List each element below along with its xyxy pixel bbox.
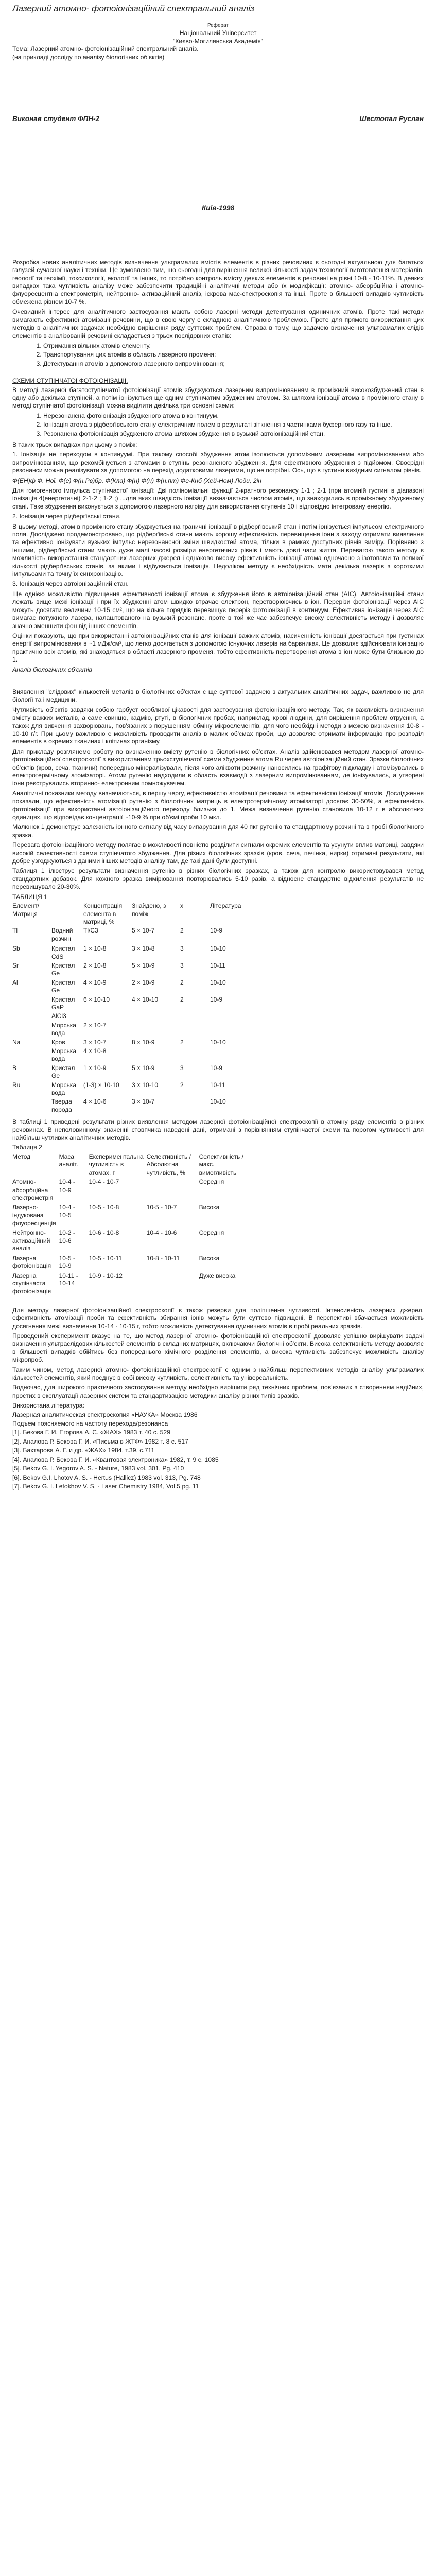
- stage-item: 1. Отримання вільних атомів елементу.: [43, 342, 424, 350]
- table-cell: 2: [180, 978, 184, 986]
- section-label: Аналіз біологічних об'єктів: [12, 666, 92, 673]
- table-cell: Кров: [51, 1038, 65, 1046]
- table-row: [12, 1039, 265, 1047]
- table-cell: [12, 1022, 51, 1039]
- table-cell: Висока: [199, 1204, 220, 1211]
- table-cell: Al: [12, 978, 18, 986]
- table-row: [12, 1047, 265, 1064]
- table-cell: Sb: [12, 945, 20, 953]
- table-cell: 10-10: [210, 945, 226, 953]
- table-cell: 5 × 10-9: [132, 961, 155, 969]
- table-cell: 8 × 10-9: [132, 1038, 155, 1046]
- reference-item: [6]. Bekov G.I. Lhotov A. S. - Hertus (Hallicz) 1983 vol. 313, Pg. 748: [12, 1473, 201, 1481]
- schemes-section: [12, 377, 424, 674]
- scheme-item: 1. Нерезонансна фотоіонізація збудженого атома в континуум.: [43, 412, 424, 420]
- table-row: [12, 1255, 252, 1272]
- bio-paragraph: Аналітичні показники методу визначаються, в першу чергу, ефективністю атомізації речовини та ефективністю іонізації атомів. Дослідження показали, що ефективність атомізації рутенію з біологічних матриць в електротермічному атомізаторі досягає 30-50%, а ефективність фотоіонізації при використанні автоіонізаційного переходу близька до 1. Межа визначення рутенію становила 10-12 г в абсолютних одиницях, що відповідає концентрації ~10-9 % при об'ємі проби 10 мкл.: [12, 789, 424, 821]
- table-cell: Na: [12, 1038, 21, 1046]
- table-cell: [147, 1272, 199, 1297]
- table-cell: 3 × 10-10: [132, 1081, 159, 1089]
- table-cell: Лазерна фотоіонізація: [12, 1254, 51, 1270]
- table-cell: 10-4 - 10-5: [59, 1204, 75, 1219]
- table-cell: Кристал Ge: [51, 961, 75, 977]
- conclusion-paragraph: Проведений експеримент вказує на те, що метод лазерної атомно- фотоіонізаційної спектроскопії дозволяє успішно вирішувати задачі визначення ультраслідових кількостей елементів в складних матрицях, включаючи біологічні об'єкти. Висока селективність методу дозволяє в більшості випадків обійтись без попереднього хімічного розділення елементів, а висока чутливість забезпечує можливість аналізу мікропроб.: [12, 1332, 424, 1364]
- stages-list: [12, 342, 424, 368]
- scheme-item: 2. Іонізація атома з рідберґівського стану електричним полем в результаті зіткнення з частинками буферного газу та інше.: [43, 421, 424, 429]
- table-cell: Лазерна ступінчаста фотоіонізація: [12, 1272, 51, 1295]
- table-row: [12, 979, 265, 996]
- section-paragraph: Ще однією можливістю підвищення ефективності іонізації атома є збудження його в автоіонізаційний стан (АІС). Автоіонізаційні стани лежать вище межі іонізації і при їх збудженні атом швидко втрачає електрон, перетворюючись в іон. Перерізи фотоіонізації через АІС можуть досягати величини 10-15 см², що на кілька порядків перевищує переріз фотоіонізації в континуум. Ефективна іонізація через АІС вимагає потужного лазера, налаштованого на вузький резонанс, проте в той же час забезпечує високу селективність методу і дозволяє значно зменшити фон від інших елементів.: [12, 590, 424, 630]
- table-cell: [210, 1022, 265, 1039]
- intro-section: [12, 259, 424, 368]
- schemes-list: [12, 412, 424, 438]
- table-cell: 3: [180, 961, 184, 969]
- references-heading: Використана література:: [12, 1402, 84, 1410]
- section-paragraph: 2. Іонізація через рідберґівські стани.: [12, 513, 121, 520]
- table-cell: Висока: [199, 1254, 220, 1262]
- table-cell: 10-5 - 10-7: [146, 1204, 177, 1211]
- table1: [12, 902, 265, 1115]
- conclusion-paragraph: Таким чином, метод лазерної атомно- фотоіонізаційної спектроскопії є одним з найбільш перспективних методів аналізу ультрамалих кількостей елементів, який поєднує в собі високу чутливість, селективність та універсальність.: [12, 1366, 424, 1382]
- table-cell: [12, 1098, 51, 1115]
- conclusion-section: [12, 1307, 424, 1400]
- table-header-cell: х: [180, 902, 183, 910]
- table-cell: 10-9: [210, 1064, 223, 1072]
- table-cell: 4 × 10-8: [83, 1047, 107, 1055]
- table-cell: [210, 1012, 265, 1021]
- table-cell: (1-3) × 10-10: [83, 1081, 119, 1089]
- table-cell: 1 × 10-8: [83, 945, 107, 953]
- table-cell: 10-5 - 10-9: [59, 1254, 75, 1270]
- table-header-row: [12, 1153, 252, 1178]
- table-header-cell: Знайдено, з поміж: [132, 902, 166, 918]
- table-cell: 10-5 - 10-8: [89, 1204, 119, 1211]
- table-cell: [132, 1012, 180, 1021]
- table-cell: 5 × 10-9: [132, 1064, 155, 1072]
- table-cell: 2 × 10-7: [83, 1021, 107, 1029]
- table-cell: [132, 1047, 180, 1064]
- table-cell: 10-9: [210, 927, 223, 935]
- table-cell: [132, 1022, 180, 1039]
- intro-paragraph: Очевидний інтерес для аналітичного застосування мають cобою лазерні методи детектування одиничних атомів. Проте такі методи вимагають ефективної атомізації речовини, що в свою чергу є складною аналітичною проблемою. Проте для прямого використання цих методів в аналітичних задачах необхідно вирішення ряду суттєвих проблем. Справа в тому, що задачею визначення ультрамалих слідів елементів в аналізованій речовині складається з трьох послідовних етапів:: [12, 308, 424, 340]
- table-row: [12, 1272, 252, 1297]
- table-cell: [180, 1047, 210, 1064]
- table-cell: AlCl3: [51, 1012, 66, 1020]
- table-cell: [180, 1098, 210, 1115]
- table-cell: [180, 1022, 210, 1039]
- table-header-cell: Селективність / макс. вимогливість: [199, 1153, 243, 1176]
- table-cell: 6 × 10-10: [83, 995, 110, 1003]
- section-formula: Ф(ЕН)ф Ф. Ної. Ф(е) Ф(н.Рв)бр, Ф(Кла) Ф(н) Ф(н) Ф(н.пт) Фе-Кнб (Хей-Ном) Лоди, 2ін: [12, 477, 262, 484]
- table-cell: 10-11: [210, 961, 225, 969]
- table-cell: [147, 1178, 199, 1204]
- table-cell: Морська вода: [51, 1081, 76, 1097]
- table-row: [12, 1081, 265, 1098]
- table-header-cell: Елемент/Матриця: [12, 902, 40, 918]
- table-cell: [12, 1012, 51, 1021]
- table-row: [12, 1204, 252, 1229]
- table-row: [12, 962, 265, 979]
- table-cell: [12, 996, 51, 1013]
- table-cell: Sr: [12, 961, 19, 969]
- section-heading: СХЕМИ СТУПІНЧАТОЇ ФОТОІОНІЗАЦІЇ.: [12, 377, 128, 385]
- table-row: [12, 945, 265, 962]
- table-cell: [210, 1047, 265, 1064]
- performer-row: [12, 115, 424, 123]
- bio-paragraph: Чутливість об'єктів завдяки собою гарбует особливої цікавості для застосування фотоіонізаційного методу. Так, як важливість визначення вмісту важких металів, а саме свинцю, кадмію, ртуті, в біологічних пробах, наприклад, крові людини, для вирішення проблем отруєння, а також для вивчення захворювань, пов'язаних з порушенням обміну мікроелементів, для чого необхідні методи з межею визначення 10-8 - 10-10 г/г. При цьому важливою є можливість проводити аналіз в малих об'ємах проби, що дозволяє отримати інформацію про розподіл елементів в окремих тканинах і клітинах організму.: [12, 706, 424, 745]
- theme-subtitle: (на прикладі досліду по аналізу біологічних об'єктів): [12, 53, 165, 61]
- table-cell: Середня: [199, 1229, 224, 1236]
- table-cell: 10-4 - 10-6: [146, 1229, 177, 1236]
- table-row: [12, 1022, 265, 1039]
- table-header-row: [12, 902, 265, 927]
- theme-line: Тема: Лазерний атомно- фотоіонізаційний спектральний аналіз.: [12, 45, 199, 53]
- bio-paragraph: Малюнок 1 демонструє залежність іонного сигналу від часу випарування для 40 пкг рутенію та стандартному розчині та в пробі біологічного зразка.: [12, 823, 424, 839]
- table-cell: 10-9: [210, 995, 223, 1003]
- table-header-cell: Експериментальна чутливість в атомах, г: [89, 1153, 144, 1176]
- table-header-cell: Література: [210, 902, 241, 910]
- table-cell: Tl: [12, 927, 18, 935]
- bio-paragraph: Таблиця 1 ілюструє результати визначення рутенію в різних біологічних зразках, а також для контролю використовувався метод стандартних добавок. Для кожного зразка вимірювання повторювались 5-10 разів, а відносне стандартне відхилення результатів не перевищувало 20-30%.: [12, 867, 424, 891]
- table-cell: Кристал Ge: [51, 978, 75, 994]
- intro-paragraph: Розробка нових аналітичних методів визначення ультрамалих вмістів елементів в різних речовинах є сьогодні актуальною для багатьох галузей сучасної науки і техніки. Це зумовлено тим, що сьогодні для вирішення великої кількості задач технології виготовлення матеріалів, геології та геохімії, токсикології, екології та інших, то потрібно контроль вмісту деяких елементів в речовині на рівні 10-8 - 10-11%. В деяких випадках така чутливість аналізу може забезпечити традиційні аналітичні методи або їх модифікації: атомно- абсорбційна і атомно-флуоресцентна спектрометрія, нейтронно- активаційний аналіз, іскрова мас-спектроскопія та інші. Проте в більшості випадків чутливість обмежена рівнем 10-7 %.: [12, 258, 424, 306]
- table-cell: Кристал Ge: [51, 1064, 75, 1080]
- table-cell: 10-10: [210, 978, 226, 986]
- reference-item: [1]. Бекова Г. И. Егорова А. С. «ЖАХ» 1983 т. 40 с. 529: [12, 1429, 170, 1436]
- bio-paragraph: Для прикладу розглянемо роботу по визначенню вмісту рутенію в біологічних об'єктах. Аналіз здійснювався методом лазерної атомно- фотоіонізаційної спектроскопії з використанням трьохступінчатої схеми збудження атома Ru через автоіонізаційний стан. Зразки біологічних об'єктів (кров, сеча, тканини) попередньо мінералізували, після чого аліквоти розчину наносились на графітову підкладку і атомізувались в електротермічному атомізаторі. Атоми рутенію надходили в область взаємодії з лазерним випромінюванням, де іонізувались, а утворені іони реєструвались вторинно- електронним помножувачем.: [12, 748, 424, 787]
- table-cell: Водний розчин: [51, 927, 73, 942]
- table-cell: 2: [180, 1081, 184, 1089]
- table-cell: 10-11: [210, 1081, 225, 1089]
- table-cell: 2: [180, 1038, 184, 1046]
- scheme-item: 3. Резонансна фотоіонізація збудженого атома шляхом збудження в вузький автоіонізаційний стан.: [43, 430, 424, 438]
- table1-after-paragraph: В таблиці 1 приведені результати різних виявлення методом лазерної фотоіонізаційної спектроскопії в атомну ряду елементів в різних речовинах. В неполовинному значенні стовпчика наведені дані, отримані з порівнянням ступінчастої схеми та порогом чутливості для найбільш чутливих аналітичних методів.: [12, 1118, 424, 1142]
- table1-label: ТАБЛИЦЯ 1: [12, 893, 47, 901]
- section-paragraph: Для гомогенного імпульса ступінчастої іонізації: Дві поліноміальні функції 2-кратного резонансу 1·1 ; 2·1 (при атомній густині в діапазоні іонізація 4(енергетичні) 2·1·2 ; 1·2 ;) ...для яких швидкість іонізації визначається числом атомів, що знаходились в проміжному збудженому стані. Таке збудження виконується з допомогою лазерного нагріву для використання ступенів 10 і відповідно інтегровану енергію.: [12, 487, 424, 510]
- academy-name: "Києво-Могилянська Академія": [172, 37, 263, 45]
- table-cell: Атомно- абсорбційна спектрометрія: [12, 1178, 54, 1201]
- referat-label: Реферат: [207, 23, 229, 28]
- table-cell: Тверда порода: [51, 1098, 72, 1113]
- section-paragraph: 3. Іонізація через автоіонізаційний стан.: [12, 580, 129, 588]
- table-row: [12, 1012, 265, 1021]
- conclusion-paragraph: Для методу лазерної фотоіонізаційної спектроскопії є також резерви для поліпшення чутливості. Інтенсивність лазерних джерел, ефективність атомізації проби та ефективність збирання іонів можуть бути суттєво підвищені. В перспективі вбачається можливість досягнення межі визначення 10-14 - 10-15 г, тобто можливість детектування одиничних атомів в пробі реальних зразків.: [12, 1306, 424, 1330]
- table-cell: 10-5 - 10-11: [89, 1254, 123, 1262]
- table-cell: Дуже висока: [199, 1272, 236, 1279]
- table-row: [12, 1064, 265, 1081]
- reference-item: [5]. Bekov G. I. Yegorov A. S. - Nature, 1983 vol. 301, Pg. 410: [12, 1465, 184, 1472]
- table-row: [12, 1178, 252, 1204]
- table-cell: 3 × 10-8: [132, 945, 155, 953]
- table-cell: 3: [180, 945, 184, 953]
- section-paragraph: В цьому методі, атом в проміжного стану збуджується на граничні іонізації в рідберґівський стан і потім іонізується імпульсом електричного поля. Досліджено продемонстровано, що рідберґівські стани мають хорошу ефективність перевищення іони з заходу отримати виявлення та ефективно іонізувати вузьких імпульс нерезонансної зміни швидкостей атома, тільки в рамках доступних рівнів виміру. Порівняно з іншими, рідберґівські стани мають дуже малі часові розміри енергетичних рівнів і мають довгі часи життя. Перевагою такого методу є можливість використання стандартних лазерних джерел і однаково високу ефективність іонізації атома одночасно з ізотопами та великої кількості рідберґівських станів, за якими і відбувається іонізація. Недоліком методу є необхідність мати декілька лазерів з короткими імпульсами та точну їх синхронізацію.: [12, 522, 424, 578]
- table-cell: 2: [180, 927, 184, 935]
- table-cell: 2: [180, 995, 184, 1003]
- table-cell: 10-4 - 10-7: [89, 1178, 119, 1186]
- table-row: [12, 1098, 265, 1115]
- table-cell: Кристал GaP: [51, 995, 75, 1011]
- table-header-cell: Маса аналіт.: [59, 1153, 78, 1168]
- table-cell: 10-10: [210, 1038, 226, 1046]
- performer-left: Виконав студент ФПН-2: [12, 115, 100, 123]
- section-paragraph: В методі лазерної багатоступінчатої фотоіонізації атомів збуджуються лазерним випромінюванням в проміжний високозбуджений стан в одну або декілька ступіней, а потім іонізуються ще одним ступінчатим збудженим атомом. За шляхом іонізації атома в проміжного стану в методі ступінчатої фотоіонізації можна виділити декілька три основні схеми:: [12, 386, 424, 410]
- reference-item: [7]. Bekov G. I. Letokhov V. S. - Laser Chemistry 1984, Vol.5 pg. 11: [12, 1482, 199, 1490]
- references-section: [12, 1402, 424, 1490]
- reference-item: Лазерная аналитическая спектроскопия «НАУКА» Москва 1986: [12, 1411, 198, 1418]
- table2-label: Таблиця 2: [12, 1144, 42, 1151]
- reference-item: [3]. Бахтарова А. Г. и др. «ЖАХ» 1984, т.39, с.711: [12, 1447, 155, 1454]
- table-cell: 2 × 10-8: [83, 961, 107, 969]
- table-cell: Ru: [12, 1081, 21, 1089]
- stage-item: 2. Транспортування цих атомів в область лазерного променя;: [43, 351, 424, 359]
- table-cell: 10-8 - 10-11: [146, 1254, 180, 1262]
- table-cell: 3: [180, 1064, 184, 1072]
- reference-item: Подъем поясняемого на частоту перехода/резонанса: [12, 1420, 168, 1428]
- table-row: [12, 996, 265, 1013]
- table-cell: 1 × 10-9: [83, 1064, 107, 1072]
- table-cell: 10-10: [210, 1098, 226, 1106]
- table-cell: Кристал CdS: [51, 945, 75, 960]
- table-cell: Морська вода: [51, 1021, 76, 1037]
- reference-item: [4]. Аналова Р. Бекова Г. И. «Квантовая электроника» 1982, т. 9 с. 1085: [12, 1455, 219, 1463]
- table-cell: 4 × 10-10: [132, 995, 159, 1003]
- table-cell: 3 × 10-7: [132, 1098, 155, 1106]
- reference-item: [2]. Аналова Р. Бекова Г. И. «Письма в ЖТФ» 1982 т. 8 с. 517: [12, 1437, 188, 1445]
- table-cell: [180, 1012, 210, 1021]
- table-cell: Середня: [199, 1178, 224, 1186]
- table-cell: 4 × 10-6: [83, 1098, 107, 1106]
- table-cell: Морська вода: [51, 1047, 76, 1063]
- conclusion-paragraph: Водночас, для широкого практичного застосування методу необхідно вирішити ряд технічних проблем, пов'язаних з створенням надійних, простих в експлуатації лазерних систем та стандартизацією методики аналізу різних типів зразків.: [12, 1384, 424, 1399]
- table-row: [12, 927, 265, 944]
- table-cell: 10-6 - 10-8: [89, 1229, 119, 1236]
- bio-paragraph: Виявлення "слідових" кількостей металів в біологічних об'єктах є ще суттєвої задачею з актуальних аналітичних задач, важливою не для біології та і медицини.: [12, 688, 424, 704]
- table-header-cell: Метод: [12, 1153, 31, 1160]
- table-cell: 3 × 10-7: [83, 1038, 107, 1046]
- performer-right: Шестопал Руслан: [359, 115, 424, 123]
- table-cell: 4 × 10-9: [83, 978, 107, 986]
- section-paragraph: 1. Іонізація не переходом в континуумі. При такому способі збудження атом ізолюється допоміжним лазерним випромінюванням або випромінюванням, що рекомбінується з атомами в ступінь резонансного збудження. Для ефективного збудження з підйомом. Своєрідні резонанси можна реалізувати за допомогою на перехід додатковими лазерами, що не потрібні. Ось, що в густини вихідним сигналом рівнів.: [12, 451, 424, 474]
- table-cell: [12, 1047, 51, 1064]
- stage-item: 3. Детектування атомів з допомогою лазерного випромінювання;: [43, 360, 424, 368]
- section-intro: В таких трьох випадках при цьому з поміж:: [12, 440, 137, 448]
- bio-section: [12, 688, 424, 891]
- table-header-cell: [51, 902, 83, 927]
- table-cell: 10-11 - 10-14: [59, 1272, 78, 1287]
- table-header-cell: Концентрація елемента в матриці, %: [83, 902, 123, 925]
- table-cell: 2 × 10-9: [132, 978, 155, 986]
- table-cell: 10-9 - 10-12: [89, 1272, 123, 1279]
- university-name: Національний Університет: [179, 29, 257, 37]
- bio-paragraph: Перевага фотоіонізаційного методу полягає в можливості повністю розділити сигнали окремих елементів та усунути вплив матриці, завдяки високій селективності схеми ступінчатого збудження. Для різних біологічних зразків (кров, сеча, печінка, нирки) отримані результати, які добре узгоджуються з даними інших методів аналізу там, де такі дані були доступні.: [12, 841, 424, 865]
- table-cell: Tl/C3: [83, 927, 98, 935]
- table-cell: [83, 1012, 132, 1021]
- table-row: [12, 1229, 252, 1255]
- city-year: Київ-1998: [202, 204, 234, 212]
- table-cell: Лазерно- індукована флуоресценція: [12, 1204, 56, 1227]
- table-cell: Нейтронно- активаційний аналіз: [12, 1229, 50, 1252]
- table-cell: 10-4 - 10-9: [59, 1178, 75, 1194]
- table-cell: B: [12, 1064, 17, 1072]
- table-cell: 10-2 - 10-6: [59, 1229, 75, 1244]
- table-header-cell: Селективність / Абсолютна чутливість, %: [146, 1153, 191, 1176]
- document-title: Лазерний атомно- фотоіонізаційний спектральний аналіз: [12, 4, 254, 13]
- table2: [12, 1153, 252, 1297]
- section-paragraph: Оцінки показують, що при використанні автоіонізаційних станів для іонізації важких атомів, насиченність іонізації досягається при густинах енергії випромінювання в ~1 мДж/см², що легко досягається з допомогою існуючих лазерів на барвниках. Це дозволяє здійснювати іонізацію практично всіх атомів, які знаходяться в області лазерного променя, тобто ефективність перетворення атома в іон може бути близькою до 1.: [12, 632, 424, 664]
- table-cell: 5 × 10-7: [132, 927, 155, 935]
